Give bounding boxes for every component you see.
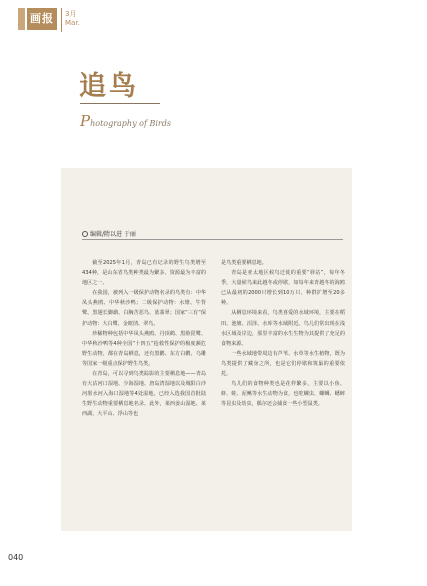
issue-month-zh: 3月: [65, 10, 77, 18]
paragraph: 在我国，被列入一级保护动物名录的鸟类有：中华凤头燕鸥、中华秋沙鸭；二级保护动物：水雉、牛背鹭、黑翅长脚鹬、白胸苦恶鸟、蓝翡翠；国家“三有”保护动物：大白鹭、金眶鸻、翠鸟。: [82, 290, 206, 327]
article-title: 追鸟: [79, 71, 139, 102]
subtitle-initial: P: [80, 112, 91, 130]
body-column-left: [82, 258, 206, 420]
subtitle-rest: hotography of Birds: [90, 119, 171, 128]
masthead-accent-bar: [18, 8, 25, 30]
magazine-masthead: [18, 8, 80, 32]
credit-text: 编辑/隋以进 于丽: [90, 231, 136, 238]
masthead-divider: [61, 8, 62, 32]
paragraph: 截至2025年1月，青岛已有记录的野生鸟类增至434种，是山东省鸟类种类最为繁多、资源最为丰富的地区之一。: [82, 260, 206, 287]
bullet-icon: [82, 231, 88, 237]
paragraph: 鸟儿们的食物种类也是花样繁多，主要以小鱼、虾、蛙、泥鳅等水生动物为食，也吃螺虫、螺蛳、蟋蟀等昆虫及幼虫，偶尔还会捕食一些小型鼠类。: [221, 381, 345, 408]
paragraph: 在青岛，可以寻到鸟类踪影的主要栖息地——青岛有大沽河口湿地、少海湿地、唐岛湾湿地以及城阳白沙河墨水河入海口湿地等4处湿地，已经入选我国首批陆生野生动物重要栖息地名录。此外，莱西姜山湿地、莱西湖、大平山、浮山等也: [82, 371, 206, 418]
paragraph: 是鸟类重要栖息地。: [221, 260, 267, 266]
title-divider: [80, 103, 160, 104]
issue-month: [65, 8, 80, 28]
paragraph: 珍稀物种包括中华凤头燕鸥、丹顶鹤、黑脸琵鹭、中华秋沙鸭等4种全国“十四五”抢救性保护的极度濒危野生动物，都在青岛栖息，还有黑鹳、东方白鹳、乌雕等国家一级重点保护野生鸟类。: [82, 330, 206, 367]
credit-divider: [82, 239, 343, 240]
article-credit: [82, 229, 136, 238]
issue-month-en: Mar.: [65, 19, 80, 27]
paragraph: 一些水域地带周边有芦苇、水草等水生植物，既为鸟类提供了藏身之所，也是它们停歇和筑巢的重要依托。: [221, 350, 345, 378]
page-number: 040: [8, 553, 24, 562]
paragraph: 从栖息环境来看，鸟类喜爱的水域环境，主要在稻田、池塘、沼泽、水库等水域附近。鸟儿们常出现在浅水区域及岸边，那里丰富的水生生物为其提供了充足的食物来源。: [221, 310, 345, 347]
paragraph: 青岛是亚太地区候鸟迁徙的重要“驿站”，每年冬季，大量候鸟来此越冬或停歇，如每年来青越冬的海鸥已从最初的2000只增长到10万只、种群扩增至20多种。: [221, 270, 345, 307]
body-column-right: [221, 258, 345, 409]
article-subtitle: [80, 112, 171, 130]
magazine-logo: 画报: [27, 8, 57, 30]
